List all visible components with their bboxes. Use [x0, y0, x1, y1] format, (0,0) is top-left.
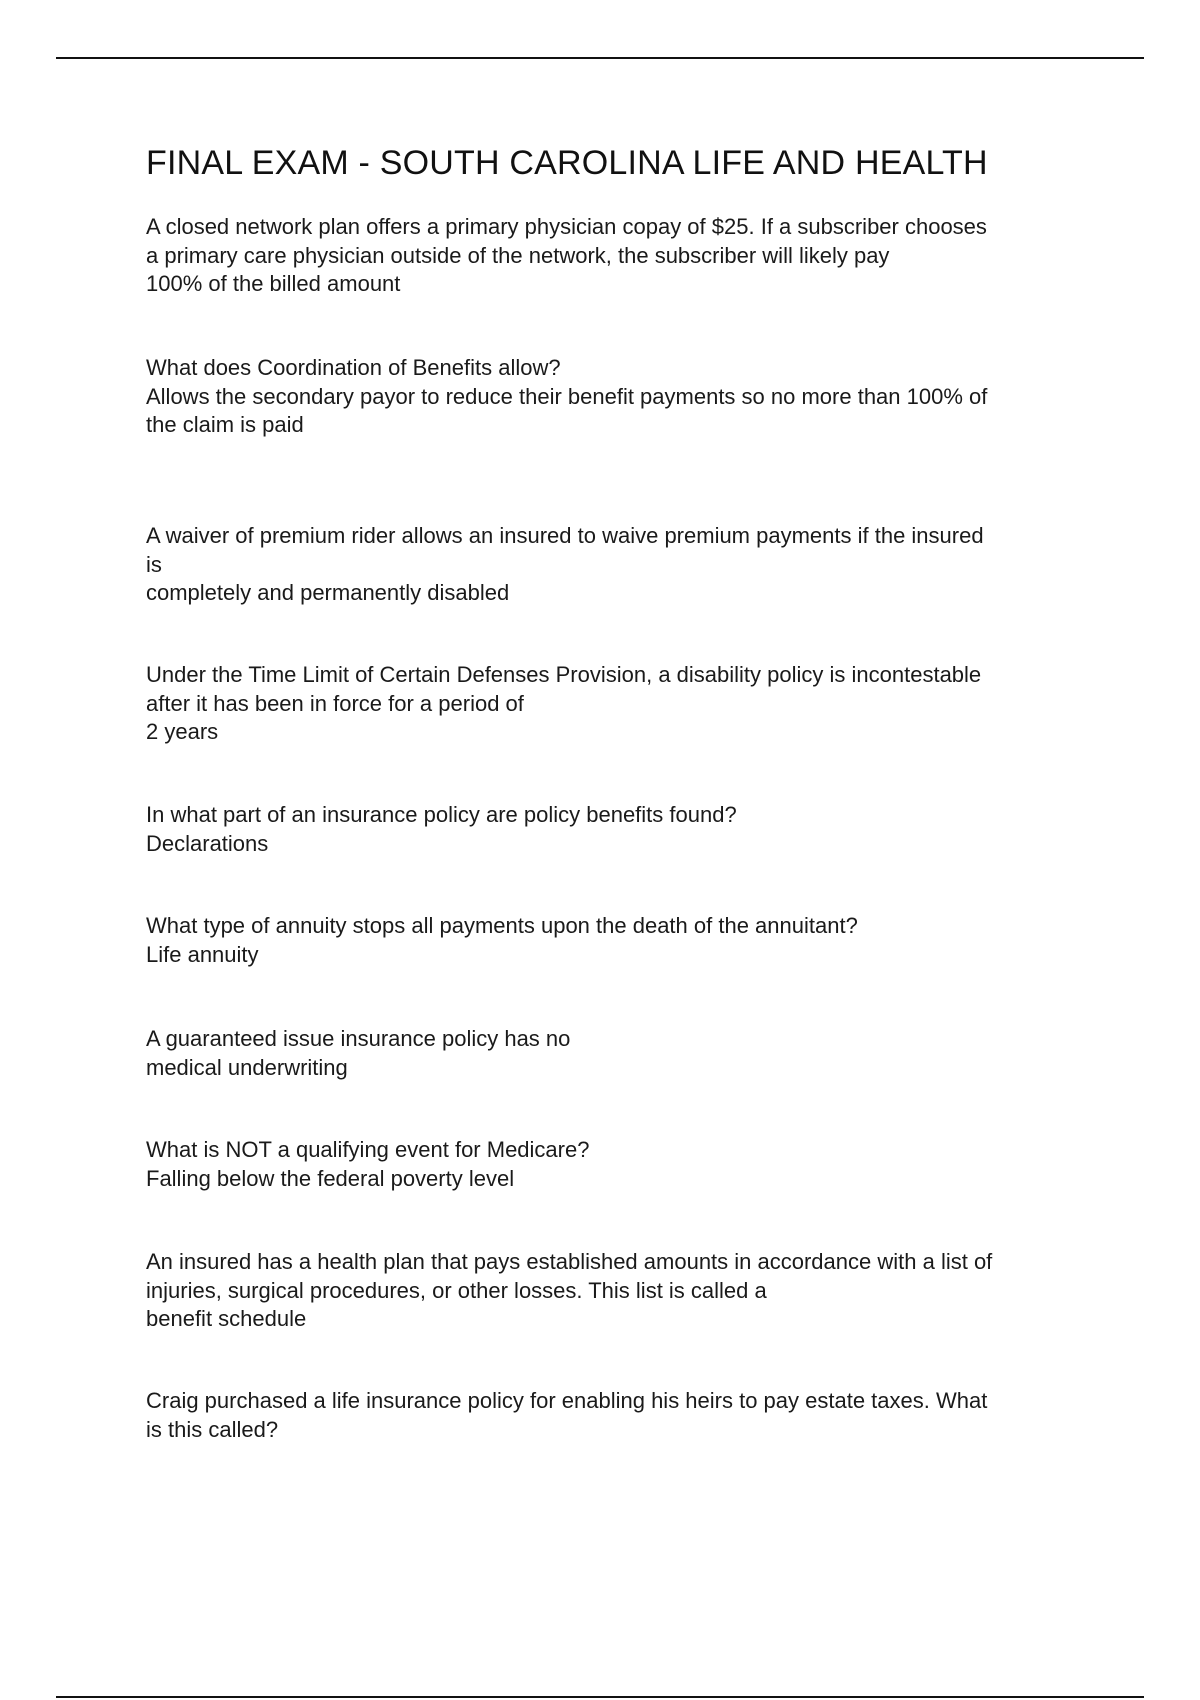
qa-entry-3 [146, 522, 1086, 608]
entry-line: a primary care physician outside of the network, the subscriber will likely pay [146, 242, 890, 268]
entry-line: Allows the secondary payor to reduce their benefit payments so no more than 100% of [146, 383, 988, 409]
entry-line: A closed network plan offers a primary physician copay of $25. If a subscriber chooses [146, 214, 987, 239]
entry-line: injuries, surgical procedures, or other losses. This list is called a [146, 1277, 767, 1303]
entry-line: What does Coordination of Benefits allow? [146, 355, 561, 380]
entry-line: Falling below the federal poverty level [146, 1165, 515, 1191]
entry-line: after it has been in force for a period of [146, 690, 524, 716]
entry-line: In what part of an insurance policy are policy benefits found? [146, 802, 737, 827]
entry-line: Life annuity [146, 941, 259, 967]
entry-line: the claim is paid [146, 412, 304, 437]
entry-line: Craig purchased a life insurance policy for enabling his heirs to pay estate taxes. What [146, 1388, 988, 1413]
entry-line: Under the Time Limit of Certain Defenses Provision, a disability policy is incontestable [146, 662, 982, 687]
entry-line: A waiver of premium rider allows an insured to waive premium payments if the insured [146, 523, 984, 548]
entry-line: What is NOT a qualifying event for Medicare? [146, 1137, 590, 1162]
entry-line: What type of annuity stops all payments upon the death of the annuitant? [146, 913, 858, 938]
entry-line: benefit schedule [146, 1306, 307, 1331]
entry-line: 2 years [146, 719, 219, 744]
entry-line: 100% of the billed amount [146, 271, 401, 296]
qa-entry-4 [146, 661, 1086, 747]
entry-line: medical underwriting [146, 1054, 348, 1080]
entry-line: is this called? [146, 1416, 279, 1442]
qa-entry-9 [146, 1248, 1086, 1334]
qa-entry-6 [146, 912, 1086, 969]
qa-entry-8 [146, 1136, 1086, 1193]
top-rule [56, 57, 1144, 59]
document-title: FINAL EXAM - SOUTH CAROLINA LIFE AND HEALTH [146, 144, 988, 182]
entry-line: An insured has a health plan that pays established amounts in accordance with a list of [146, 1249, 993, 1274]
qa-entry-7 [146, 1025, 1086, 1082]
entry-line: completely and permanently disabled [146, 580, 510, 605]
qa-entry-10 [146, 1387, 1086, 1444]
bottom-rule [56, 1696, 1144, 1698]
entry-line: A guaranteed issue insurance policy has no [146, 1026, 571, 1051]
entry-line: Declarations [146, 830, 269, 856]
qa-entry-1 [146, 213, 1086, 299]
qa-entry-2 [146, 354, 1086, 440]
entry-line: is [146, 551, 162, 577]
qa-entry-5 [146, 801, 1086, 858]
